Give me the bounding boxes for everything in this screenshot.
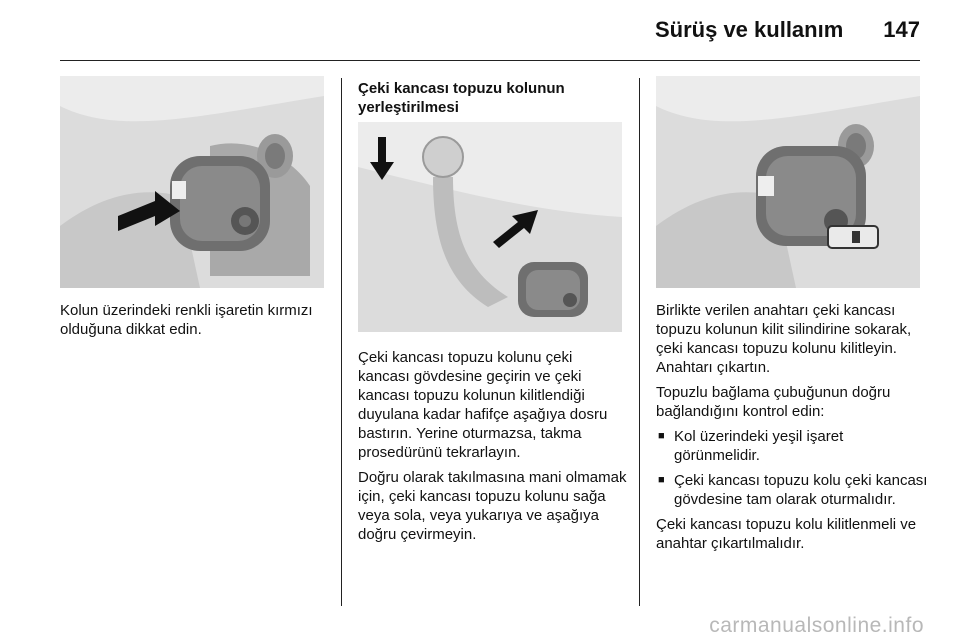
page-header	[60, 14, 920, 46]
bullet-square-icon: ■	[658, 474, 665, 486]
bullet-item: ■ Çeki kancası topuzu kolu çeki kancası gövdesine tam olarak oturmalıdır.	[658, 472, 928, 508]
page-number: 147	[883, 17, 920, 42]
tow-bar-insertion-illustration	[358, 122, 622, 332]
middle-paragraph-1: Çeki kancası topuzu kolunu çeki kancası gövdesine geçirin ve çeki kancası topuzu kolunun kilitlendiği duyulana kadar hafifçe aşağıya dosru bastırın. Yerine oturmazsa, takma prosedürünü tekrarlayın.	[358, 349, 608, 461]
section-title: Sürüş ve kullanım	[654, 17, 844, 42]
right-closing: Çeki kancası topuzu kolu kilitlenmeli ve anahtar çıkartılmalıdır.	[656, 516, 917, 552]
watermark: carmanualsonline.info	[709, 614, 924, 637]
middle-paragraph-2: Doğru olarak takılmasına mani olmamak için, çeki kancası topuzu kolunu sağa veya sola, veya yukarıya ve aşağıya doğru çevirmeyin.	[358, 469, 627, 543]
left-caption: Kolun üzerindeki renkli işaretin kırmızı olduğuna dikkat edin.	[60, 302, 313, 338]
column-divider-2	[639, 78, 640, 606]
middle-body	[358, 348, 628, 550]
right-body	[656, 301, 928, 559]
column-divider-1	[341, 78, 342, 606]
right-paragraph-2: Topuzlu bağlama çubuğunun doğru bağlandığını kontrol edin:	[656, 384, 891, 420]
right-paragraph-1: Birlikte verilen anahtarı çeki kancası topuzu kolunun kilit silindirine sokarak, çeki kancası topuzu kolunu kilitleyin. Anahtarı çıkartın.	[656, 302, 912, 376]
header-rule	[60, 60, 920, 61]
tow-ball-lock-red-marker-illustration	[60, 76, 324, 288]
section-heading: Çeki kancası topuzu kolunun yerleştirilmesi	[358, 80, 565, 116]
bullet-item: ■ Kol üzerindeki yeşil işaret görünmelidir.	[658, 428, 844, 464]
bullet-square-icon: ■	[658, 430, 665, 442]
tow-ball-key-lock-illustration	[656, 76, 920, 288]
